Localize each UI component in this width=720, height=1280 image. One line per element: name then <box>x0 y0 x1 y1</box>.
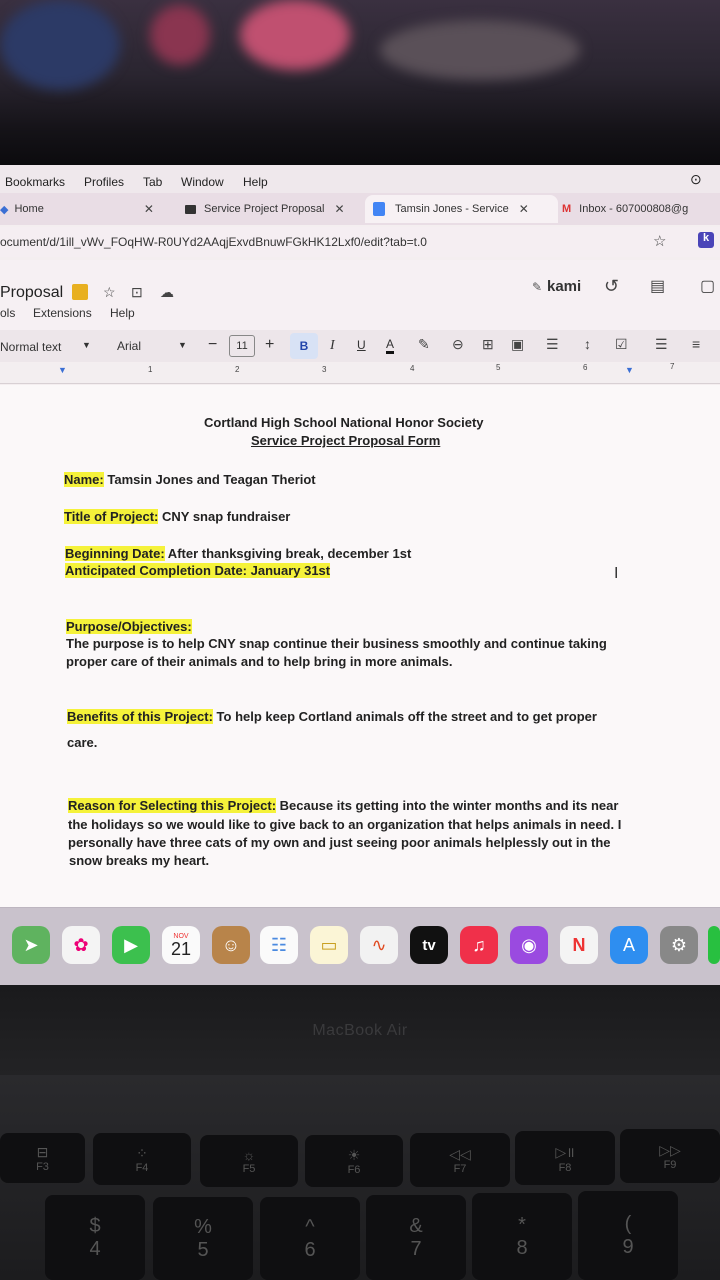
purpose-line: The purpose is to help CNY snap continue their business smoothly and continue taking <box>66 636 607 651</box>
key-f5[interactable] <box>200 1135 298 1187</box>
tab-label: Home <box>14 203 44 215</box>
title-field <box>64 509 290 524</box>
macos-menubar <box>0 165 720 195</box>
key-number: 8 <box>516 1236 528 1259</box>
music-icon[interactable]: ♫ <box>460 926 498 964</box>
contacts-icon[interactable]: ☺ <box>212 926 250 964</box>
key-number: 5 <box>197 1238 209 1261</box>
menu-help[interactable]: Help <box>243 175 268 189</box>
key-number: 6 <box>304 1238 316 1261</box>
docs-icon <box>373 202 385 216</box>
calendar-month: NOV <box>173 932 189 940</box>
apple-tv-icon[interactable] <box>410 926 448 964</box>
key-f6[interactable] <box>305 1135 403 1187</box>
link-icon[interactable]: ⊖ <box>452 336 464 352</box>
reason-label: Reason for Selecting this Project: <box>68 798 277 813</box>
decrease-size-button[interactable]: − <box>208 336 218 353</box>
underline-button[interactable]: U <box>357 338 366 352</box>
key-f7[interactable] <box>410 1133 510 1187</box>
ruler-tick: 1 <box>148 365 153 374</box>
calendar-icon[interactable] <box>162 926 200 964</box>
macos-dock <box>0 907 720 985</box>
comment-add-icon[interactable]: ⊞ <box>482 336 494 352</box>
menu-window[interactable]: Window <box>181 175 224 189</box>
url-text[interactable]: ocument/d/1ill_vWv_FOqHW-R0UYd2AAqjExvdBnuwFGkHK12Lxf0/edit?tab=t.0 <box>0 235 427 249</box>
key-symbol: ( <box>624 1212 632 1235</box>
benefits-line: care. <box>67 735 98 750</box>
facetime-icon[interactable]: ▶ <box>112 926 150 964</box>
reason-line: snow breaks my heart. <box>69 853 210 868</box>
chevron-down-icon[interactable]: ▼ <box>178 340 187 350</box>
key-7[interactable] <box>366 1195 466 1280</box>
key-5[interactable] <box>153 1197 253 1280</box>
key-symbol: $ <box>89 1214 101 1237</box>
key-label: F3 <box>36 1160 49 1173</box>
tv-label: tv <box>422 936 436 954</box>
history-icon[interactable]: ↺ <box>604 276 620 296</box>
key-label: F9 <box>663 1158 677 1171</box>
close-icon[interactable]: ✕ <box>334 202 345 216</box>
slides-icon <box>185 205 196 214</box>
kami-edit-icon: ✎ <box>532 280 543 294</box>
laptop-screen <box>0 165 720 985</box>
numbered-list-icon[interactable]: ≡ <box>692 336 701 352</box>
begin-field <box>65 546 411 561</box>
completion-field <box>65 563 330 578</box>
document-page[interactable] <box>0 385 720 925</box>
ruler-tick: 3 <box>322 365 327 374</box>
app-store-icon[interactable]: A <box>610 926 648 964</box>
name-field <box>64 472 316 487</box>
reason-line: the holidays so we would like to give back to an organization that helps animals in need. I <box>68 817 622 832</box>
bullet-list-icon[interactable]: ☰ <box>655 336 668 352</box>
title-label: Title of Project: <box>64 509 159 524</box>
tab-label: Inbox - 607000808@g <box>579 203 689 215</box>
style-dropdown[interactable]: Normal text <box>0 340 62 354</box>
play-pause-icon: ▷॥ <box>555 1143 575 1160</box>
menu-tab[interactable]: Tab <box>143 175 163 189</box>
home-tab-icon: ◆ <box>0 203 9 216</box>
move-folder-icon[interactable]: ⊡ <box>131 284 143 300</box>
tab-label: Service Project Proposal <box>204 203 325 215</box>
line-spacing-icon[interactable]: ↕ <box>584 336 591 352</box>
text-color-button[interactable]: A <box>386 337 394 354</box>
checklist-icon[interactable]: ☑ <box>615 336 628 352</box>
menu-extensions[interactable]: Extensions <box>33 306 92 320</box>
star-icon[interactable]: ☆ <box>103 284 116 300</box>
key-f3[interactable] <box>0 1133 85 1183</box>
menu-bookmarks[interactable]: Bookmarks <box>5 175 66 189</box>
docs-header <box>0 260 720 330</box>
tab-tamsin-jones[interactable] <box>365 195 558 223</box>
key-8[interactable] <box>472 1193 572 1280</box>
italic-button[interactable]: I <box>330 338 335 353</box>
name-value: Tamsin Jones and Teagan Theriot <box>103 472 316 487</box>
ruler-tick: 7 <box>670 362 675 371</box>
gmail-icon: M <box>562 203 572 215</box>
close-icon[interactable]: ✕ <box>518 202 529 216</box>
text-cursor-icon: I <box>614 565 619 582</box>
doc-heading: Cortland High School National Honor Society <box>204 415 484 430</box>
image-icon[interactable]: ▣ <box>511 336 525 352</box>
align-icon[interactable]: ☰ <box>546 336 559 352</box>
slides-badge-icon <box>72 284 88 300</box>
key-6[interactable] <box>260 1197 360 1280</box>
highlight-icon[interactable]: ✎ <box>418 336 430 352</box>
maps-icon[interactable]: ➤ <box>12 926 50 964</box>
ruler-tick: 5 <box>496 363 501 372</box>
calendar-day: 21 <box>170 938 192 959</box>
key-number: 9 <box>622 1235 634 1258</box>
launchpad-icon: ⁘ <box>136 1144 148 1161</box>
reminders-icon[interactable]: ☷ <box>260 926 298 964</box>
reason-value: Because its getting into the winter months and its near <box>276 798 619 813</box>
bold-button[interactable]: B <box>290 333 318 359</box>
menu-profiles[interactable]: Profiles <box>84 175 125 189</box>
kami-extension-icon[interactable]: k <box>698 232 714 248</box>
benefits-field <box>67 709 597 724</box>
cloud-status-icon: ☁ <box>160 284 174 300</box>
key-label: F7 <box>453 1162 467 1175</box>
key-label: F6 <box>347 1163 361 1176</box>
ruler-tick: 4 <box>410 364 415 373</box>
ruler-tick: 6 <box>583 363 588 372</box>
notes-icon[interactable]: ▭ <box>310 926 348 964</box>
key-symbol: * <box>518 1213 526 1236</box>
key-label: F4 <box>135 1161 149 1174</box>
freeform-icon[interactable]: ∿ <box>360 926 398 964</box>
begin-label: Beginning Date: <box>65 546 165 561</box>
menu-tools[interactable]: ols <box>0 306 16 320</box>
browser-tab-bar <box>0 193 720 225</box>
key-label: F5 <box>242 1163 256 1175</box>
formatting-toolbar <box>0 330 720 362</box>
ruler-tick: 2 <box>235 365 240 374</box>
keyboard <box>0 1075 720 1280</box>
menu-help[interactable]: Help <box>110 306 135 320</box>
partial-app-icon[interactable] <box>708 926 720 964</box>
purpose-line: proper care of their animals and to help bring in more animals. <box>66 654 453 669</box>
close-icon[interactable]: ✕ <box>143 202 154 216</box>
comments-icon[interactable]: ▤ <box>650 278 666 295</box>
key-number: 7 <box>410 1237 422 1260</box>
tab-home[interactable] <box>0 195 172 223</box>
tab-label: Tamsin Jones - Service <box>395 203 509 215</box>
screen-record-icon[interactable]: ⊙ <box>690 171 702 187</box>
right-indent-marker-icon[interactable]: ▼ <box>625 365 634 375</box>
key-label: F8 <box>558 1161 572 1174</box>
meet-icon[interactable]: ▢ <box>700 278 716 295</box>
laptop-brand: MacBook Air <box>312 1022 408 1039</box>
reason-line: personally have three cats of my own and just seeing poor animals helplessly out in the <box>68 835 611 850</box>
indent-marker-icon[interactable]: ▼ <box>58 365 67 375</box>
benefits-value: To help keep Cortland animals off the street and to get proper <box>212 709 597 724</box>
podcasts-icon[interactable]: ◉ <box>510 926 548 964</box>
reason-field <box>68 798 618 813</box>
key-number: 4 <box>89 1237 101 1260</box>
key-f9[interactable] <box>620 1129 720 1183</box>
news-icon[interactable]: N <box>560 926 598 964</box>
chevron-down-icon[interactable]: ▼ <box>82 340 91 350</box>
key-symbol: % <box>194 1215 212 1238</box>
purpose-field <box>66 619 192 634</box>
rewind-icon: ◁◁ <box>449 1145 471 1162</box>
key-symbol: & <box>409 1214 423 1237</box>
key-f8[interactable] <box>515 1131 615 1185</box>
photos-icon[interactable]: ✿ <box>62 926 100 964</box>
keyboard-light-icon: ☼ <box>242 1147 256 1163</box>
font-dropdown[interactable]: Arial <box>117 339 142 353</box>
completion-text: Anticipated Completion Date: January 31st <box>65 563 331 578</box>
key-symbol: ^ <box>305 1215 315 1238</box>
benefits-label: Benefits of this Project: <box>67 709 213 724</box>
background-photo <box>0 0 720 165</box>
mission-control-icon: ⊟ <box>36 1143 49 1160</box>
begin-value: After thanksgiving break, december 1st <box>164 546 412 561</box>
keyboard-light-up-icon: ☀ <box>347 1146 361 1163</box>
address-bar[interactable] <box>0 227 720 257</box>
key-f4[interactable] <box>93 1133 191 1185</box>
font-size-input[interactable]: 11 <box>229 335 255 357</box>
tab-service-project[interactable] <box>185 195 360 223</box>
title-value: CNY snap fundraiser <box>158 509 291 524</box>
settings-icon[interactable]: ⚙ <box>660 926 698 964</box>
name-label: Name: <box>64 472 104 487</box>
kami-button[interactable]: kami <box>547 278 582 295</box>
fast-forward-icon: ▷▷ <box>659 1141 681 1158</box>
doc-title[interactable]: Proposal <box>0 284 64 301</box>
increase-size-button[interactable]: + <box>265 336 275 353</box>
bookmark-star-icon[interactable]: ☆ <box>653 233 667 250</box>
doc-subheading: Service Project Proposal Form <box>251 433 441 448</box>
tab-inbox[interactable] <box>562 195 720 223</box>
key-4[interactable] <box>45 1195 145 1280</box>
ruler[interactable] <box>0 363 720 384</box>
key-9[interactable] <box>578 1191 678 1280</box>
purpose-label: Purpose/Objectives: <box>66 619 192 634</box>
